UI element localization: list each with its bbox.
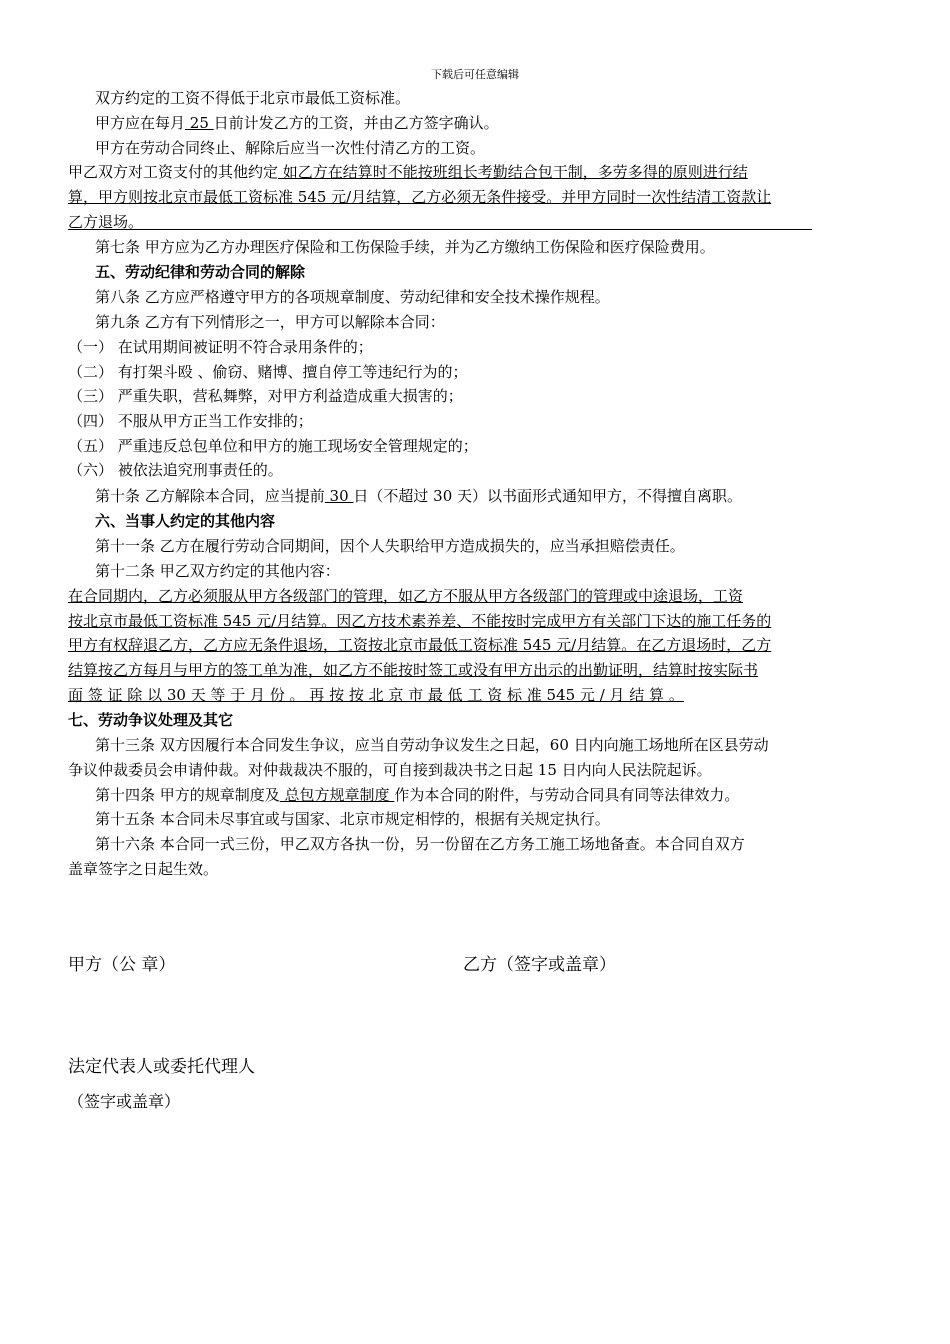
article-12: 第十二条 甲乙双方约定的其他内容： <box>95 562 340 580</box>
wage-agreement-field: 如乙方在结算时不能按班组长考勤结合包干制，多劳多得的原则进行结 <box>278 163 748 181</box>
list-item: （一） 在试用期间被证明不符合录用条件的； <box>68 338 373 356</box>
paragraph: 甲方应在每月 25 日前计发乙方的工资，并由乙方签字确认。 <box>95 114 499 132</box>
article-13: 第十三条 双方因履行本合同发生争议，应当自劳动争议发生之日起，60 日内向施工场地所在区县劳动 <box>95 736 769 754</box>
paragraph: 双方约定的工资不得低于北京市最低工资标准。 <box>95 89 411 107</box>
article-9: 第九条 乙方有下列情形之一，甲方可以解除本合同： <box>95 313 445 331</box>
article-16: 第十六条 本合同一式三份，甲乙双方各执一份，另一份留在乙方务工施工场地备查。本合同自双方 <box>95 835 745 853</box>
party-b-sign-label: 乙方（签字或盖章） <box>463 955 616 975</box>
notice-days-field: 30 <box>324 487 354 505</box>
article-10: 第十条 乙方解除本合同，应当提前 30 日（不超过 30 天）以书面形式通知甲方，不得擅自离职。 <box>95 487 743 505</box>
list-item: （四） 不服从甲方正当工作安排的； <box>68 412 313 430</box>
section-heading: 五、劳动纪律和劳动合同的解除 <box>95 263 306 281</box>
list-item: （二） 有打架斗殴 、偷窃、赌博、擅自停工等违纪行为的； <box>68 363 468 381</box>
underline-rule <box>68 229 812 230</box>
other-terms-line: 面 签 证 除 以 30 天 等 于 月 份 。 再 按 按 北 京 市 最 低 工 资 标 准 545 元 / 月 结 算 。 <box>68 686 684 704</box>
paragraph: 乙方退场。 <box>68 213 144 231</box>
list-item: （三） 严重失职，营私舞弊，对甲方利益造成重大损害的； <box>68 387 463 405</box>
list-item: （六） 被依法追究刑事责任的。 <box>68 461 283 479</box>
paragraph: 甲方在劳动合同终止、解除后应当一次性付清乙方的工资。 <box>95 139 486 157</box>
pay-day-field: 25 <box>185 114 214 132</box>
article-13-cont: 争议仲裁委员会申请仲裁。对仲裁裁决不服的，可自接到裁决书之日起 15 日内向人民法院起诉。 <box>68 761 712 779</box>
paragraph: 甲乙双方对工资支付的其他约定 如乙方在结算时不能按班组长考勤结合包干制，多劳多得的原则进行结 <box>68 163 748 181</box>
representative-sign-label: （签字或盖章） <box>68 1092 181 1111</box>
article-14: 第十四条 甲方的规章制度及 总包方规章制度 作为本合同的附件，与劳动合同具有同等法律效力。 <box>95 786 740 804</box>
representative-label: 法定代表人或委托代理人 <box>68 1057 255 1077</box>
party-a-seal-label: 甲方（公 章） <box>68 955 176 975</box>
other-terms-line: 在合同期内，乙方必须服从甲方各级部门的管理，如乙方不服从甲方各级部门的管理或中途退场，工资 <box>68 587 744 605</box>
section-heading: 六、当事人约定的其他内容 <box>95 512 276 530</box>
paragraph: 算，甲方则按北京市最低工资标准 545 元/月结算，乙方必须无条件接受。并甲方同时一次性结清工资款让 <box>68 188 772 206</box>
other-terms-line: 结算按乙方每月与甲方的签工单为准，如乙方不能按时签工或没有甲方出示的出勤证明，结算时按实际书 <box>68 661 759 679</box>
article-15: 第十五条 本合同未尽事宜或与国家、北京市规定相悖的，根据有关规定执行。 <box>95 810 610 828</box>
rules-field: 总包方规章制度 <box>279 786 395 804</box>
article-16-cont: 盖章签字之日起生效。 <box>68 860 219 878</box>
list-item: （五） 严重违反总包单位和甲方的施工现场安全管理规定的； <box>68 437 478 455</box>
article-7: 第七条 甲方应为乙方办理医疗保险和工伤保险手续，并为乙方缴纳工伤保险和医疗保险费用。 <box>95 238 715 256</box>
other-terms-line: 甲方有权辞退乙方，乙方应无条件退场，工资按北京市最低工资标准 545 元/月结算。在乙方退场时，乙方 <box>68 636 772 654</box>
section-heading: 七、劳动争议处理及其它 <box>68 711 234 729</box>
article-11: 第十一条 乙方在履行劳动合同期间，因个人失职给甲方造成损失的，应当承担赔偿责任。 <box>95 537 685 555</box>
page-header: 下载后可任意编辑 <box>431 68 519 81</box>
article-8: 第八条 乙方应严格遵守甲方的各项规章制度、劳动纪律和安全技术操作规程。 <box>95 288 610 306</box>
other-terms-line: 按北京市最低工资标准 545 元/月结算。因乙方技术素养差、不能按时完成甲方有关部门下达的施工任务的 <box>68 612 772 630</box>
